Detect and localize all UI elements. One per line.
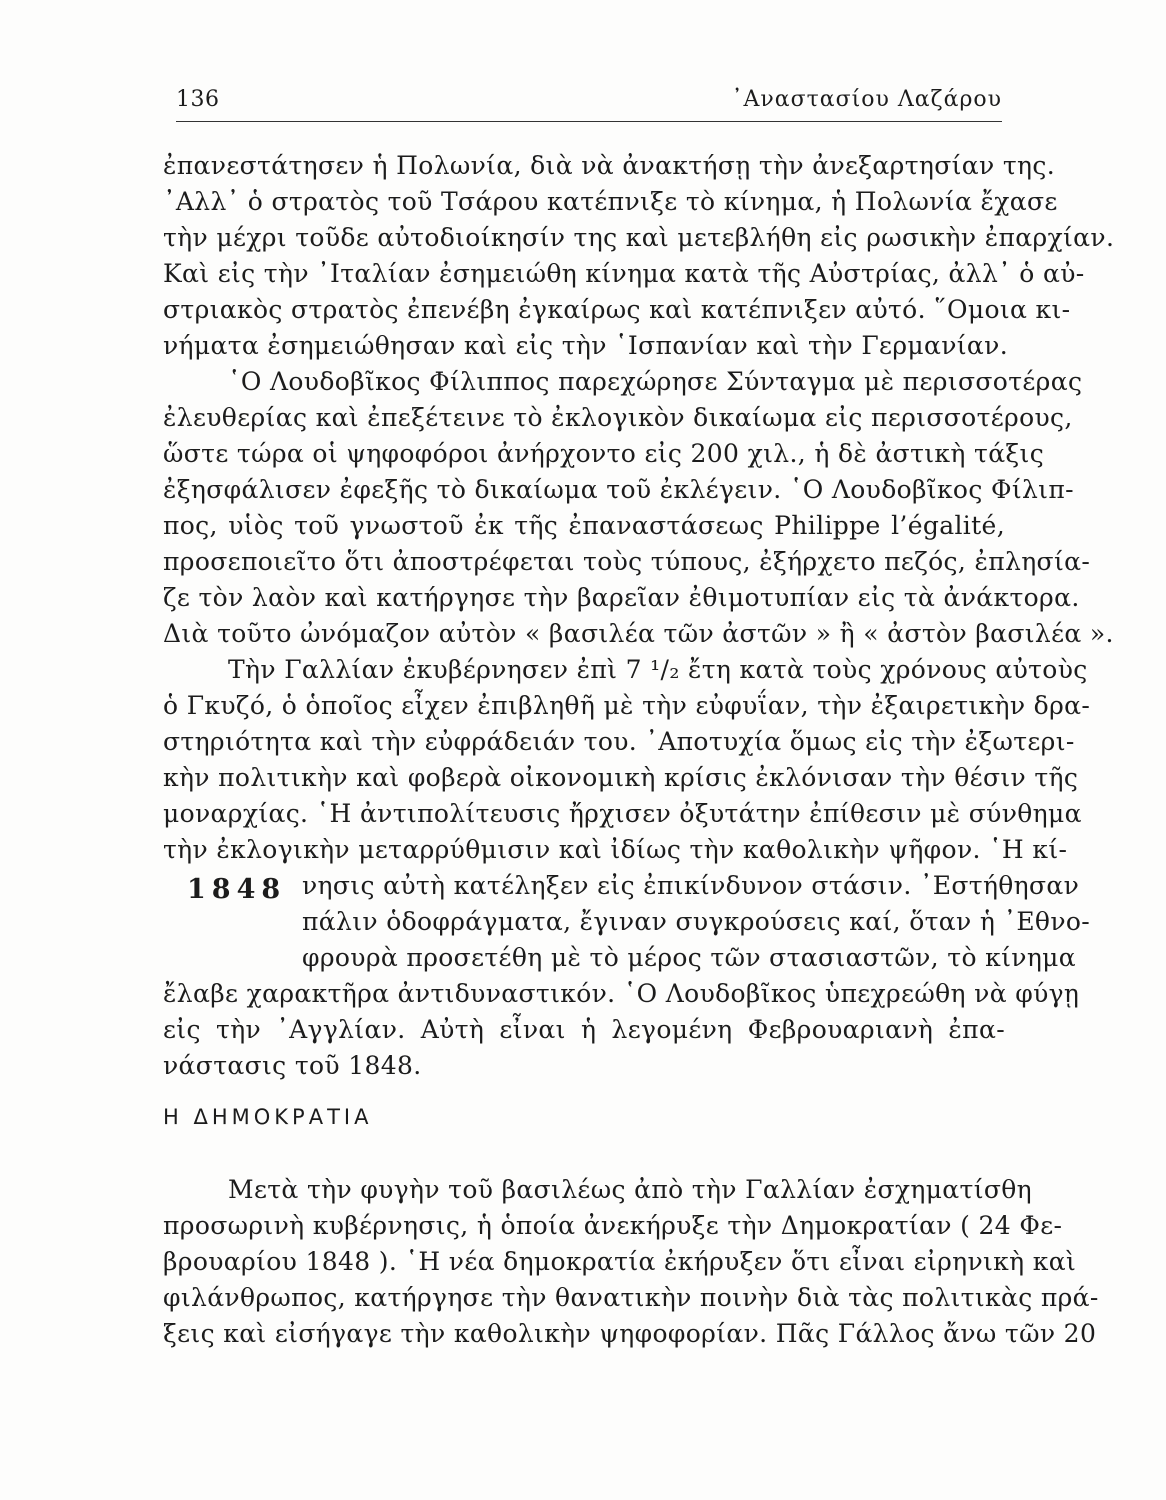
- text-line: νάστασις τοῦ 1848.: [163, 1051, 422, 1080]
- running-head: ᾿Αναστασίου Λαζάρου: [731, 87, 1002, 112]
- text-line: ζε τὸν λαὸν καὶ κατήργησε τὴν βαρεῖαν ἐθιμοτυπίαν εἰς τὰ ἀνάκτορα.: [163, 583, 1080, 612]
- text-line: μοναρχίας. ῾Η ἀντιπολίτευσις ἤρχισεν ὀξυτάτην ἐπίθεσιν μὲ σύνθημα: [163, 799, 1082, 828]
- page-number: 136: [176, 87, 220, 112]
- text-line: νησις αὐτὴ κατέληξεν εἰς ἐπικίνδυνον στάσιν. ᾿Εστήθησαν: [302, 871, 1080, 900]
- text-line: στριακὸς στρατὸς ἐπενέβη ἐγκαίρως καὶ κατέπνιξεν αὐτό. ῞Ομοια κι-: [163, 295, 1071, 324]
- text-line: Μετὰ τὴν φυγὴν τοῦ βασιλέως ἀπὸ τὴν Γαλλίαν ἐσχηματίσθη: [228, 1175, 1033, 1204]
- text-line: ᾿Αλλ᾿ ὁ στρατὸς τοῦ Τσάρου κατέπνιξε τὸ κίνημα, ἡ Πολωνία ἔχασε: [163, 187, 1058, 216]
- text-line: ἐλευθερίας καὶ ἐπεξέτεινε τὸ ἐκλογικὸν δικαίωμα εἰς περισσοτέρους,: [163, 403, 1073, 432]
- text-line: βρουαρίου 1848 ). ῾Η νέα δημοκρατία ἐκήρυξεν ὅτι εἶναι εἰρηνικὴ καὶ: [163, 1247, 1077, 1276]
- text-line: κὴν πολιτικὴν καὶ φοβερὰ οἰκονομικὴ κρίσις ἐκλόνισαν τὴν θέσιν τῆς: [163, 763, 1079, 792]
- text-line: στηριότητα καὶ τὴν εὐφράδειάν του. ᾿Αποτυχία ὅμως εἰς τὴν ἐξωτερι-: [163, 727, 1075, 756]
- text-line: τὴν ἐκλογικὴν μεταρρύθμισιν καὶ ἰδίως τὴν καθολικὴν ψῆφον. ῾Η κί-: [163, 835, 1068, 864]
- text-line: προσεποιεῖτο ὅτι ἀποστρέφεται τοὺς τύπους, ἐξήρχετο πεζός, ἐπλησία-: [163, 547, 1091, 576]
- margin-year-note: 1848: [187, 874, 287, 905]
- text-line: πάλιν ὁδοφράγματα, ἔγιναν συγκρούσεις καί, ὅταν ἡ ᾿Εθνο-: [302, 907, 1091, 936]
- text-line: ὥστε τώρα οἱ ψηφοφόροι ἀνήρχοντο εἰς 200 χιλ., ἡ δὲ ἀστικὴ τάξις: [163, 439, 1045, 468]
- text-line: Καὶ εἰς τὴν ᾿Ιταλίαν ἐσημειώθη κίνημα κατὰ τῆς Αὐστρίας, ἀλλ᾿ ὁ αὐ-: [163, 259, 1085, 288]
- text-line: τὴν μέχρι τοῦδε αὐτοδιοίκησίν της καὶ μετεβλήθη εἰς ρωσικὴν ἐπαρχίαν.: [163, 223, 1115, 252]
- section-heading: Η ΔΗΜΟΚΡΑΤΙΑ: [163, 1105, 373, 1129]
- text-line: φιλάνθρωπος, κατήργησε τὴν θανατικὴν ποινὴν διὰ τὰς πολιτικὰς πρά-: [163, 1283, 1099, 1312]
- text-line: πος, υἱὸς τοῦ γνωστοῦ ἐκ τῆς ἐπαναστάσεως Philippe l’égalité,: [163, 511, 1005, 540]
- text-line: προσωρινὴ κυβέρνησις, ἡ ὁποία ἀνεκήρυξε τὴν Δημοκρατίαν ( 24 Φε-: [163, 1211, 1063, 1240]
- text-line: ἔλαβε χαρακτῆρα ἀντιδυναστικόν. ῾Ο Λουδοβῖκος ὑπεχρεώθη νὰ φύγῃ: [163, 979, 1080, 1008]
- text-line: φρουρὰ προσετέθη μὲ τὸ μέρος τῶν στασιαστῶν, τὸ κίνημα: [302, 943, 1076, 972]
- text-line: ξεις καὶ εἰσήγαγε τὴν καθολικὴν ψηφοφορίαν. Πᾶς Γάλλος ἄνω τῶν 20: [163, 1319, 1097, 1348]
- text-line: Διὰ τοῦτο ὠνόμαζον αὐτὸν « βασιλέα τῶν ἀστῶν » ἢ « ἀστὸν βασιλέα ».: [163, 619, 1114, 648]
- text-line: εἰς τὴν ᾿Αγγλίαν. Αὐτὴ εἶναι ἡ λεγομένη Φεβρουαριανὴ ἐπα-: [163, 1015, 1005, 1044]
- text-line: ὁ Γκυζό, ὁ ὁποῖος εἶχεν ἐπιβληθῆ μὲ τὴν εὐφυΐαν, τὴν ἐξαιρετικὴν δρα-: [163, 691, 1091, 720]
- text-line: ἐξησφάλισεν ἐφεξῆς τὸ δικαίωμα τοῦ ἐκλέγειν. ῾Ο Λουδοβῖκος Φίλιπ-: [163, 475, 1074, 504]
- text-line: νήματα ἐσημειώθησαν καὶ εἰς τὴν ῾Ισπανίαν καὶ τὴν Γερμανίαν.: [163, 331, 1008, 360]
- page-header: [176, 85, 1002, 122]
- text-line: ἐπανεστάτησεν ἡ Πολωνία, διὰ νὰ ἀνακτήσῃ τὴν ἀνεξαρτησίαν της.: [163, 151, 1055, 180]
- text-line: Τὴν Γαλλίαν ἐκυβέρνησεν ἐπὶ 7 ¹/₂ ἔτη κατὰ τοὺς χρόνους αὐτοὺς: [228, 655, 1088, 684]
- text-line: ῾Ο Λουδοβῖκος Φίλιππος παρεχώρησε Σύνταγμα μὲ περισσοτέρας: [228, 367, 1083, 396]
